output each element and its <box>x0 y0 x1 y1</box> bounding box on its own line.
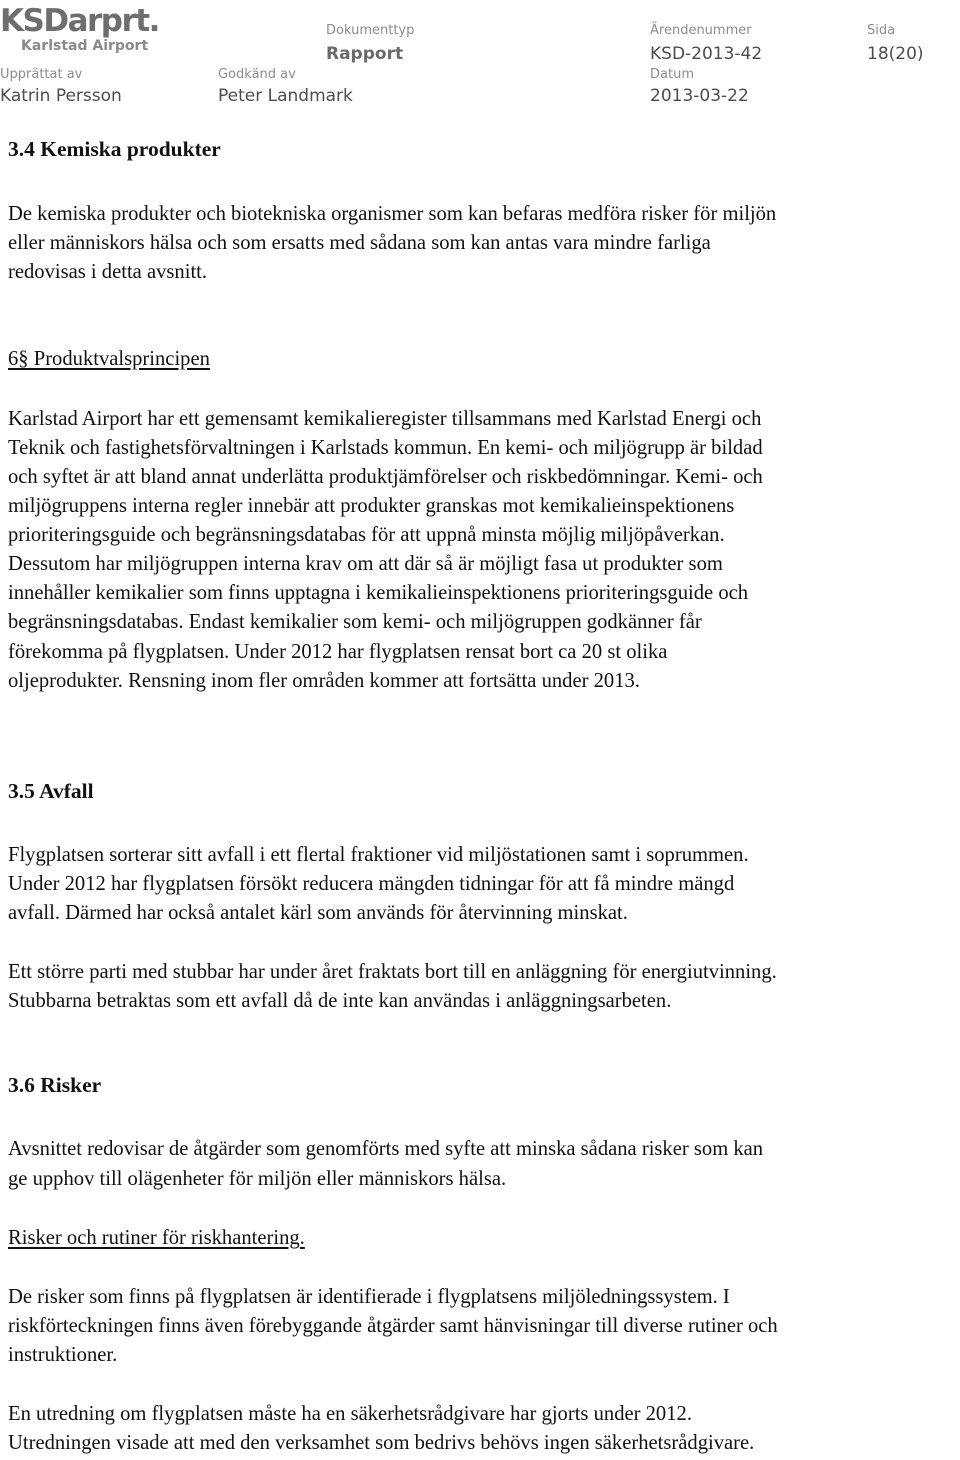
paragraph-line: Dessutom har miljögruppen interna krav om att där så är möjligt fasa ut produkter som <box>8 553 723 575</box>
author-label: Upprättat av <box>0 67 83 82</box>
paragraph-line: eller människors hälsa och som ersatts med sådana som kan antas vara mindre farliga <box>8 232 711 254</box>
paragraph-line: och syftet är att bland annat underlätta produktjämförelser och riskbedömningar. Kemi- och <box>8 466 763 488</box>
page-number-value: 18(20) <box>867 44 924 64</box>
approved-by-value: Peter Landmark <box>218 86 353 106</box>
paragraph-line: Karlstad Airport har ett gemensamt kemikalieregister tillsammans med Karlstad Energi och <box>8 408 762 430</box>
section-heading: 3.5 Avfall <box>8 779 94 803</box>
doc-type-label: Dokumenttyp <box>326 23 415 38</box>
paragraph-line: redovisas i detta avsnitt. <box>8 261 208 283</box>
paragraph-line: Utredningen visade att med den verksamhet som bedrivs behövs ingen säkerhetsrådgivare. <box>8 1432 755 1454</box>
paragraph-line: riskförteckningen finns även förebyggande åtgärder samt hänvisningar till diverse rutiner och <box>8 1315 778 1337</box>
doc-type-value: Rapport <box>326 44 404 64</box>
document-header <box>0 0 960 112</box>
paragraph-line: oljeprodukter. Rensning inom fler områden kommer att fortsätta under 2013. <box>8 670 640 692</box>
paragraph-line: begränsningsdatabas. Endast kemikalier som kemi- och miljögruppen godkänner får <box>8 611 702 633</box>
date-value: 2013-03-22 <box>650 86 749 106</box>
paragraph-line: ge upphov till olägenheter för miljön eller människors hälsa. <box>8 1168 507 1190</box>
page-label: Sida <box>867 23 896 38</box>
company-logo-subtitle: Karlstad Airport <box>21 38 149 54</box>
author-value: Katrin Persson <box>0 86 122 106</box>
paragraph-line: Teknik och fastighetsförvaltningen i Karlstads kommun. En kemi- och miljögrupp är bildad <box>8 437 763 459</box>
paragraph-line: innehåller kemikalier som finns upptagna i kemikalieinspektionens prioriteringsguide och <box>8 582 749 604</box>
subsection-heading: 6§ Produktvalsprincipen <box>8 348 210 370</box>
section-heading: 3.6 Risker <box>8 1073 102 1097</box>
case-number-value: KSD-2013-42 <box>650 44 763 64</box>
subsection-heading: Risker och rutiner för riskhantering. <box>8 1227 305 1249</box>
approved-by-label: Godkänd av <box>218 67 296 82</box>
paragraph-line: Avsnittet redovisar de åtgärder som genomförts med syfte att minska sådana risker som kan <box>8 1138 764 1160</box>
paragraph-line: En utredning om flygplatsen måste ha en säkerhetsrådgivare har gjorts under 2012. <box>8 1403 692 1425</box>
paragraph-line: förekomma på flygplatsen. Under 2012 har flygplatsen rensat bort ca 20 st olika <box>8 641 668 663</box>
company-logo: KSDarprt. <box>0 3 159 39</box>
paragraph-line: miljögruppens interna regler innebär att produkter granskas mot kemikalieinspektionens <box>8 495 735 517</box>
case-number-label: Ärendenummer <box>650 23 752 38</box>
paragraph-line: instruktioner. <box>8 1344 118 1366</box>
paragraph-line: De kemiska produkter och biotekniska organismer som kan befaras medföra risker för miljön <box>8 203 777 225</box>
paragraph-line: Flygplatsen sorterar sitt avfall i ett flertal fraktioner vid miljöstationen samt i soprummen. <box>8 844 749 866</box>
date-label: Datum <box>650 67 694 82</box>
paragraph-line: avfall. Därmed har också antalet kärl som används för återvinning minskat. <box>8 902 628 924</box>
section-heading: 3.4 Kemiska produkter <box>8 137 221 161</box>
paragraph-line: Ett större parti med stubbar har under året fraktats bort till en anläggning för energiutvinning. <box>8 961 777 983</box>
paragraph-line: Under 2012 har flygplatsen försökt reducera mängden tidningar för att få mindre mängd <box>8 873 735 895</box>
paragraph-line: prioriteringsguide och begränsningsdatabas för att uppnå minsta möjlig miljöpåverkan. <box>8 524 725 546</box>
paragraph-line: De risker som finns på flygplatsen är identifierade i flygplatsens miljöledningssystem. I <box>8 1286 730 1308</box>
paragraph-line: Stubbarna betraktas som ett avfall då de inte kan användas i anläggningsarbeten. <box>8 990 672 1012</box>
